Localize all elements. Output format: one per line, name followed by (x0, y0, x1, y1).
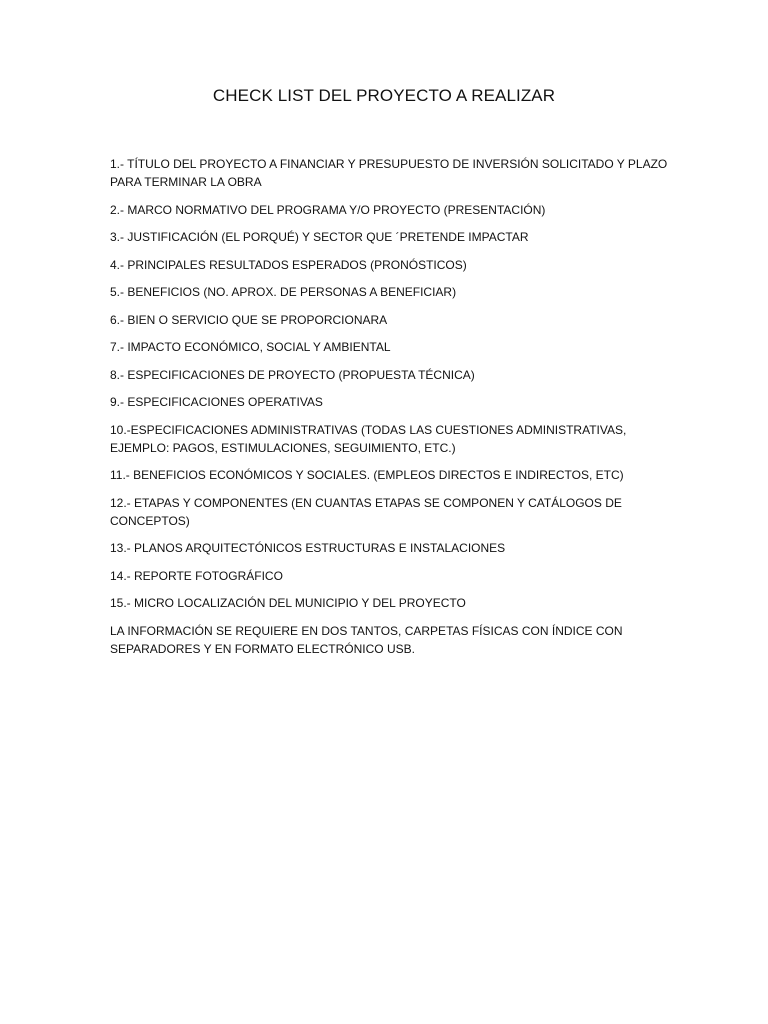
checklist-item-1: 1.- TÍTULO DEL PROYECTO A FINANCIAR Y PRESUPUESTO DE INVERSIÓN SOLICITADO Y PLAZO PARA TERMINAR LA OBRA (110, 157, 668, 189)
checklist-item-2: 2.- MARCO NORMATIVO DEL PROGRAMA Y/O PROYECTO (PRESENTACIÓN) (110, 202, 546, 217)
checklist-item-12: 12.- ETAPAS Y COMPONENTES (EN CUANTAS ETAPAS SE COMPONEN Y CATÁLOGOS DE CONCEPTOS) (110, 495, 622, 528)
checklist-item-5: 5.- BENEFICIOS (NO. APROX. DE PERSONAS A BENEFICIAR) (110, 285, 457, 299)
checklist-item-11: 11.- BENEFICIOS ECONÓMICOS Y SOCIALES. (EMPLEOS DIRECTOS E INDIRECTOS, ETC) (110, 468, 624, 482)
checklist-item-14: 14.- REPORTE FOTOGRÁFICO (110, 568, 283, 583)
checklist-item-8: 8.- ESPECIFICACIONES DE PROYECTO (PROPUESTA TÉCNICA) (110, 367, 475, 382)
checklist-item-7: 7.- IMPACTO ECONÓMICO, SOCIAL Y AMBIENTAL (110, 340, 391, 354)
checklist-item-10: 10.-ESPECIFICACIONES ADMINISTRATIVAS (TODAS LAS CUESTIONES ADMINISTRATIVAS, EJEMPLO: PAGOS, ESTIMULACIONES, SEGUIMIENTO, ETC.) (110, 422, 627, 455)
checklist-item-15: 15.- MICRO LOCALIZACIÓN DEL MUNICIPIO Y DEL PROYECTO (110, 596, 466, 610)
checklist-item-6: 6.- BIEN O SERVICIO QUE SE PROPORCIONARA (110, 312, 388, 327)
checklist-item-9: 9.- ESPECIFICACIONES OPERATIVAS (110, 395, 323, 409)
closing-note: LA INFORMACIÓN SE REQUIERE EN DOS TANTOS, CARPETAS FÍSICAS CON ÍNDICE CON SEPARADORES Y EN FORMATO ELECTRÓNICO USB. (110, 623, 623, 656)
checklist-item-4: 4.- PRINCIPALES RESULTADOS ESPERADOS (PRONÓSTICOS) (110, 257, 467, 272)
checklist-item-3: 3.- JUSTIFICACIÓN (EL PORQUÉ) Y SECTOR QUE ´PRETENDE IMPACTAR (110, 230, 529, 244)
checklist-item-13: 13.- PLANOS ARQUITECTÓNICOS ESTRUCTURAS E INSTALACIONES (110, 541, 506, 555)
checklist (110, 155, 670, 658)
page-title: CHECK LIST DEL PROYECTO A REALIZAR (212, 86, 556, 105)
